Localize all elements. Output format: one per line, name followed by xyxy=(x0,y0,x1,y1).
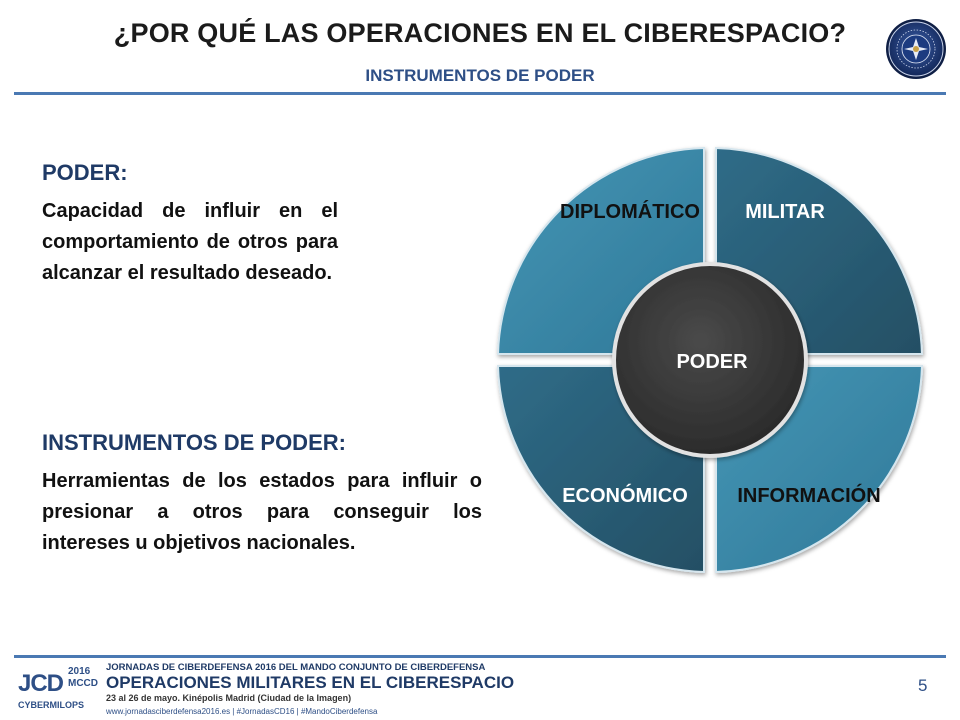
instrumentos-definition: Herramientas de los estados para influir o presionar a otros para conseguir los intereses u objetivos nacionales. xyxy=(42,470,482,554)
slide-title: ¿POR QUÉ LAS OPERACIONES EN EL CIBERESPACIO? xyxy=(113,18,847,48)
label-informacion: INFORMACIÓN xyxy=(737,485,881,507)
logo-year-text: 2016 xyxy=(68,666,91,677)
footer-event-title: OPERACIONES MILITARES EN EL CIBERESPACIO xyxy=(106,673,515,692)
label-diplomatico: DIPLOMÁTICO xyxy=(560,201,700,223)
footer-event-line: JORNADAS DE CIBERDEFENSA 2016 DEL MANDO CONJUNTO DE CIBERDEFENSA xyxy=(106,662,486,673)
footer-event-date: 23 al 26 de mayo. Kinépolis Madrid (Ciudad de la Imagen) xyxy=(106,693,352,703)
label-economico: ECONÓMICO xyxy=(562,485,688,507)
label-militar: MILITAR xyxy=(745,201,825,223)
footer-links: www.jornadasciberdefensa2016.es | #JornadasCD16 | #MandoCiberdefensa xyxy=(106,707,378,716)
page-number: 5 xyxy=(918,676,928,695)
jcd-logo xyxy=(18,664,108,716)
emblem-seal-icon xyxy=(885,18,947,80)
slide-subtitle: INSTRUMENTOS DE PODER xyxy=(365,66,595,85)
footer-divider xyxy=(14,655,946,658)
center-label: PODER xyxy=(676,351,748,373)
title-divider xyxy=(14,92,946,95)
instruments-of-power-diagram xyxy=(480,138,940,598)
poder-heading: PODER: xyxy=(42,160,128,185)
logo-cybermilops-text: CYBERMILOPS xyxy=(18,700,85,710)
logo-jcd-text: JCD xyxy=(18,670,64,697)
logo-mccd-text: MCCD xyxy=(68,678,98,689)
poder-definition: Capacidad de influir en el comportamiento de otros para alcanzar el resultado deseado. xyxy=(42,200,338,284)
instrumentos-heading: INSTRUMENTOS DE PODER: xyxy=(42,430,346,455)
footer-banner xyxy=(14,660,946,720)
